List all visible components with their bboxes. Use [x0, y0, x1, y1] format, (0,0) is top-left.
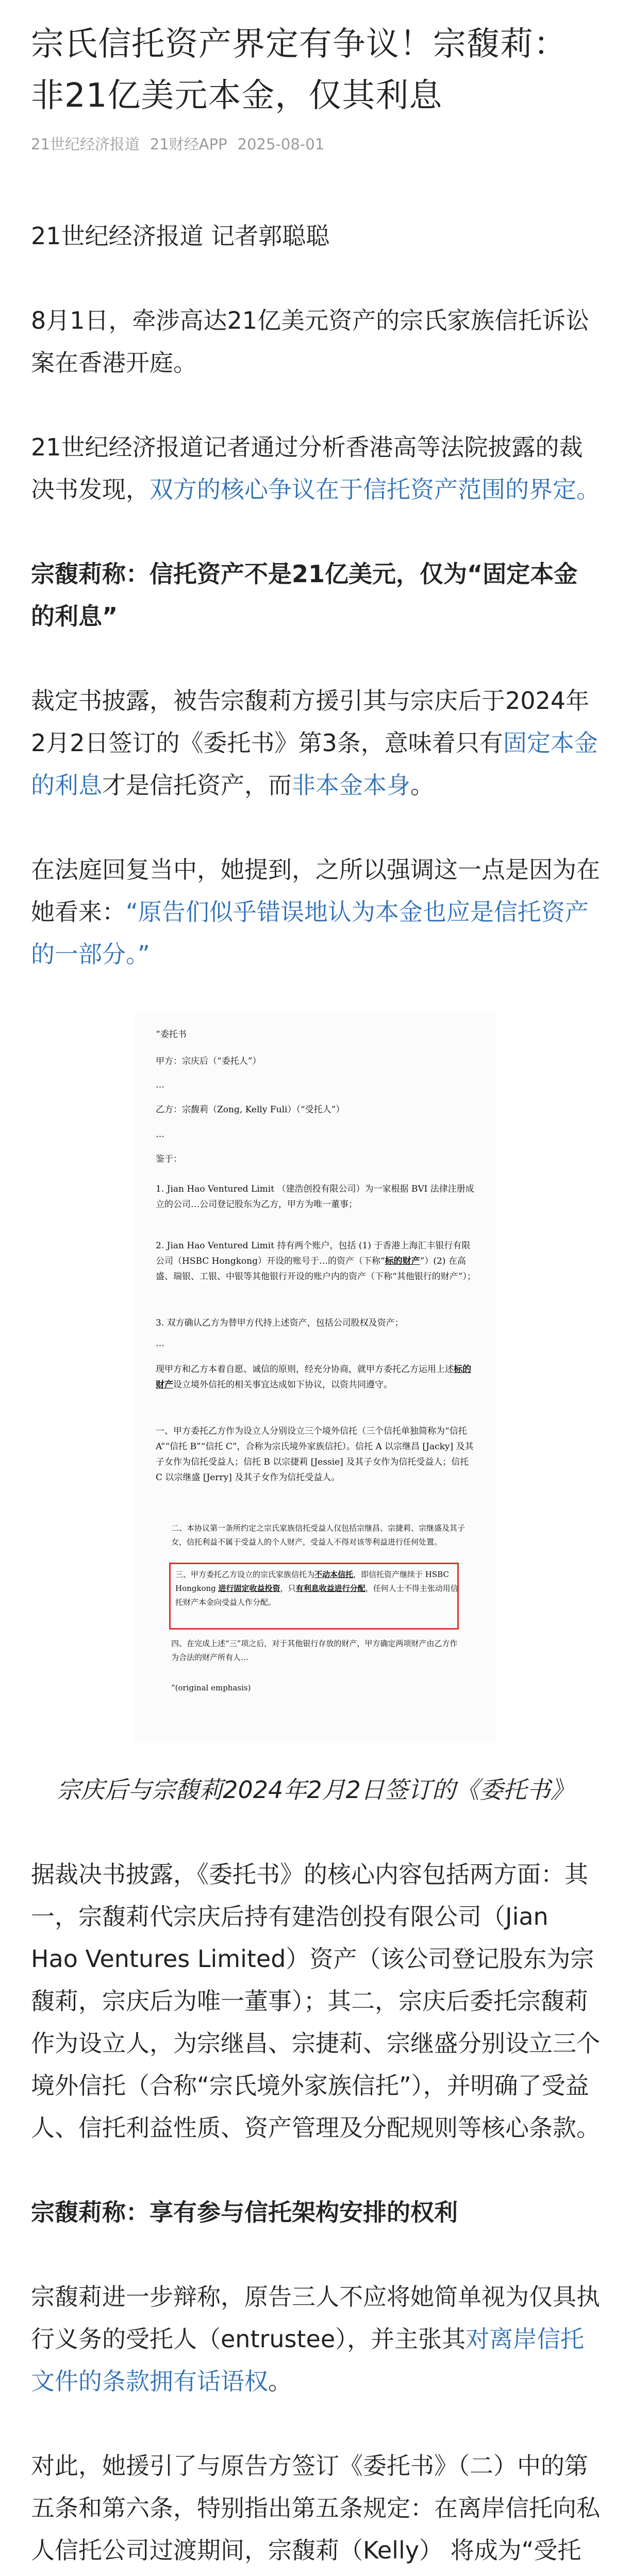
doc-clause-1: 1. Jian Hao Ventured Limit （建浩创投有限公司）为一家根据 BVI 法律注册成立的公司…公司登记股东为乙方，甲方为唯一董事； — [156, 1184, 474, 1210]
paragraph-6 — [31, 2276, 600, 2402]
doc-article-3-emphasis-c: 有利息收益进行分配 — [295, 1584, 366, 1593]
doc-whereas: 鉴于： — [156, 1154, 182, 1164]
doc-original-emphasis: ”(original emphasis) — [171, 1683, 251, 1692]
doc-article-3-emphasis-b: 进行固定收益投资 — [218, 1584, 280, 1593]
doc-article-3-emphasis-a: 不动本信托 — [314, 1570, 354, 1579]
paragraph-3 — [31, 680, 600, 806]
doc-clause-2 — [156, 1238, 477, 1284]
paragraph-4 — [31, 849, 600, 975]
doc-clause-2-emphasis: 标的财产 — [385, 1256, 420, 1266]
doc-intro-emphasis: 标的财产 — [156, 1364, 471, 1390]
publish-date: 2025-08-01 — [237, 135, 325, 153]
paragraph-3-highlight-b: 非本金本身 — [292, 771, 410, 799]
source-app[interactable]: 21财经APP — [150, 135, 227, 153]
paragraph-2-highlight: 双方的核心争议在于信托资产范围的界定。 — [150, 476, 600, 503]
article-meta — [31, 133, 600, 154]
doc-intro-text-b: 设立境外信托的相关事宜达成如下协议，以资共同遵守。 — [173, 1380, 392, 1390]
doc-ellipsis: … — [156, 1338, 164, 1349]
doc-article-2: 二、本协议第一条所约定之宗氏家族信托受益人仅包括宗继昌、宗捷莉、宗继盛及其子女，信托利益不属于受益人的个人财产，受益人不得对该等利益进行任何处置。 — [171, 1523, 466, 1547]
doc-clause-2-text-a: 2. Jian Hao Ventured Limit 持有两个账户，包括 (1) 于香港上海汇丰银行有限公司（HSBC Hongkong）开设的账号于…的资产（下称“ — [156, 1241, 471, 1266]
paragraph-3-text-c: 。 — [410, 771, 434, 799]
paragraph-2 — [31, 426, 600, 511]
red-highlight-box — [169, 1563, 459, 1630]
paragraph-4-text: 在法庭回复当中，她提到，之所以强调这一点是因为在她看来： — [31, 856, 600, 926]
paragraph-3-text-a: 裁定书披露，被告宗馥莉方援引其与宗庆后于2024年2月2日签订的《委托书》第3条，意味着只有 — [31, 687, 590, 757]
doc-ellipsis: … — [156, 1129, 164, 1140]
doc-agreement-intro — [156, 1362, 477, 1393]
doc-article-4: 四、在完成上述“三”项之后，对于其他银行存放的财产，甲方确定两项财产由乙方作为合法的财产所有人… — [171, 1639, 458, 1662]
doc-ellipsis: … — [156, 1080, 164, 1090]
doc-party-a: 甲方：宗庆后（“委托人”） — [156, 1056, 261, 1066]
paragraph-3-highlight-a: 固定本金的利息 — [31, 729, 598, 799]
section-heading-2: 宗馥莉称：享有参与信托架构安排的权利 — [31, 2198, 458, 2226]
article-title: 宗氏信托资产界定有争议！宗馥莉：非21亿美元本金，仅其利息 — [31, 25, 567, 115]
paragraph-3-text-b: 才是信托资产，而 — [102, 771, 292, 799]
doc-article-3-text-b: ，即信托资产继续于 HSBC Hongkong — [175, 1570, 449, 1593]
source-name[interactable]: 21世纪经济报道 — [31, 135, 140, 153]
paragraph-1: 8月1日，牵涉高达21亿美元资产的宗氏家族信托诉讼案在香港开庭。 — [31, 307, 590, 377]
paragraph-4-quote: “原告们似乎错误地认为本金也应是信托资产的一部分。” — [31, 898, 589, 968]
entrustment-document-image — [135, 1011, 496, 1743]
paragraph-5: 据裁决书披露，《委托书》的核心内容包括两方面：其一，宗馥莉代宗庆后持有建浩创投有限公司（Jian Hao Ventures Limited）资产（该公司登记股东为宗馥莉，宗庆后为唯一董事）；其二，宗庆后委托宗馥莉作为设立人，为宗继昌、宗捷莉、宗继盛分别设立三个境外信托（合称“宗氏境外家族信托”），并明确了受益人、信托利益性质、资产管理及分配规则等核心条款。 — [31, 1860, 600, 2142]
doc-article-3-text-c: ，只 — [280, 1584, 296, 1593]
paragraph-2-text: 21世纪经济报道记者通过分析香港高等法院披露的裁决书发现， — [31, 433, 583, 503]
byline: 21世纪经济报道 记者郭聪聪 — [31, 222, 330, 250]
paragraph-6-end: 。 — [268, 2367, 292, 2395]
doc-intro-text-a: 现甲方和乙方本着自愿、诚信的原则，经充分协商，就甲方委托乙方运用上述 — [156, 1364, 454, 1375]
paragraph-6-text: 宗馥莉进一步辩称，原告三人不应将她简单视为仅具执行义务的受托人（entrustee），并主张其 — [31, 2283, 600, 2353]
doc-clause-2-text-b: ”）(2) 在高盛、瑞银、工银、中银等其他银行开设的账户内的资产（下称“其他银行的财产”）； — [156, 1256, 476, 1282]
doc-article-3-text-a: 三、甲方委托乙方设立的宗氏家族信托为 — [175, 1570, 315, 1579]
doc-article-1: 一、甲方委托乙方作为设立人分别设立三个境外信托（三个信托单独简称为“信托 A”“信托 B”“信托 C”，合称为宗氏境外家族信托）。信托 A 以宗继昌 [Jacky] 及其子女作为信托受益人；信托 B 以宗捷莉 [Jessie] 及其子女作为信托受益人；信托 C 以宗继盛 [Jerry] 及其子女作为信托受益人。 — [156, 1426, 474, 1483]
doc-article-3-text-d: ，任何人士不得主张动用信托财产本金向受益人作分配。 — [175, 1584, 458, 1607]
paragraph-7: 对此，她援引了与原告方签订《委托书》（二）中的第五条和第六条，特别指出第五条规定：在离岸信托向私人信托公司过渡期间，宗馥莉（Kelly） 将成为“受托 — [31, 2452, 600, 2564]
doc-heading: “委托书 — [156, 1029, 187, 1040]
doc-clause-3: 3. 双方确认乙方为替甲方代持上述资产，包括公司股权及资产； — [156, 1318, 404, 1328]
section-heading-1: 宗馥莉称：信托资产不是21亿美元，仅为“固定本金的利息” — [31, 560, 578, 630]
image-caption: 宗庆后与宗馥莉2024年2月2日签订的《委托书》 — [57, 1776, 574, 1804]
doc-party-b: 乙方：宗馥莉（Zong, Kelly Fuli）（“受托人”） — [156, 1105, 345, 1115]
paragraph-6-highlight: 对离岸信托文件的条款拥有话语权 — [31, 2325, 585, 2395]
